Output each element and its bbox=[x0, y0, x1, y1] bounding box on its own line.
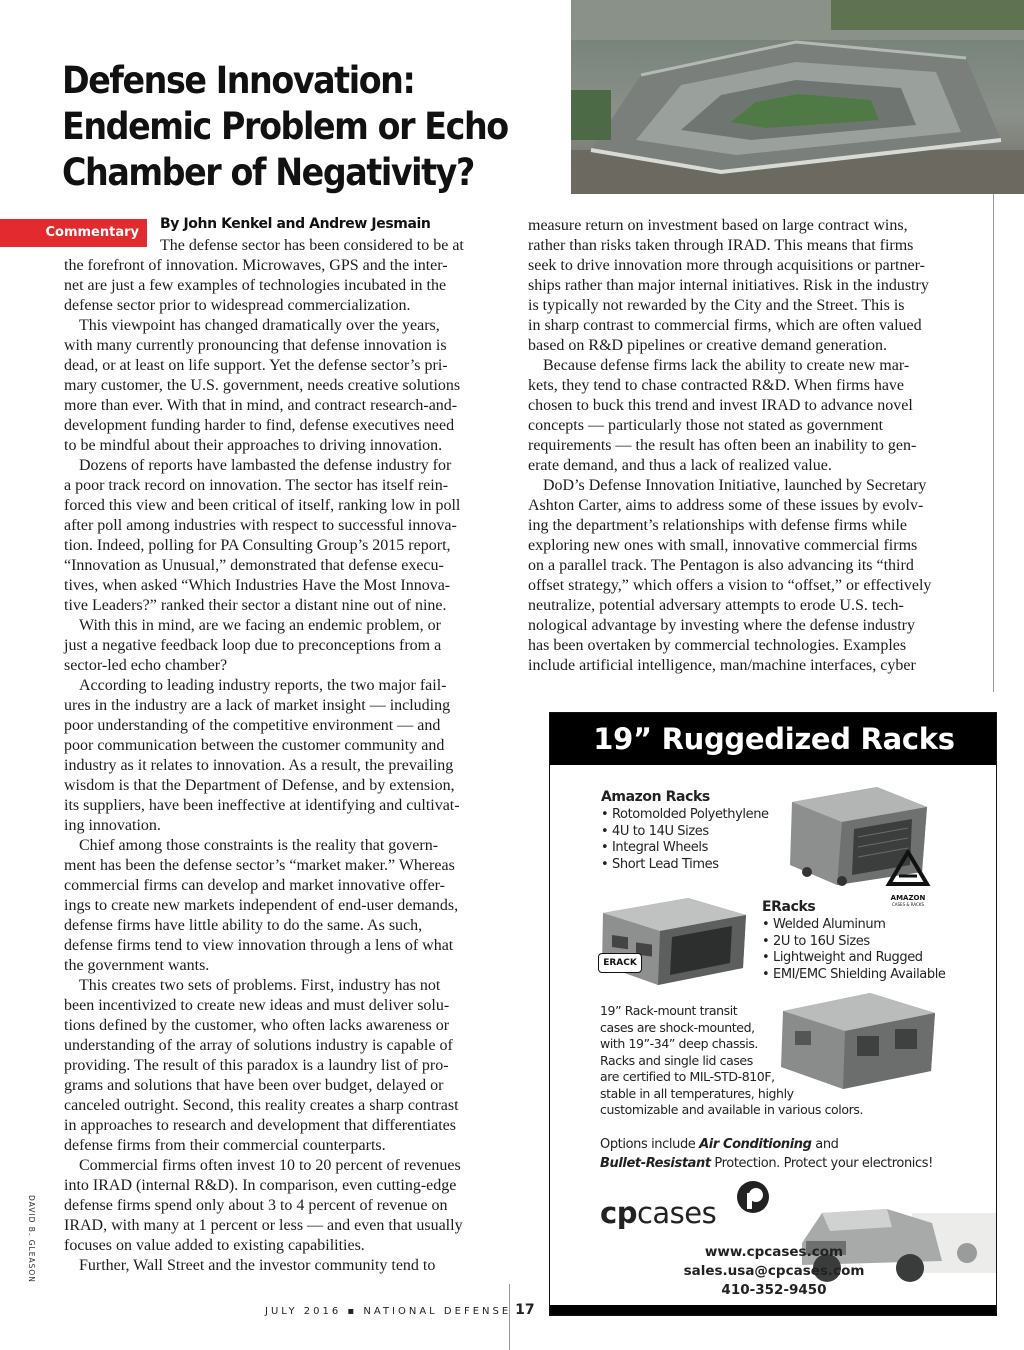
col1-line: Further, Wall Street and the investor community tend to bbox=[79, 1257, 436, 1274]
col1-line: This creates two sets of problems. First, industry has not bbox=[79, 977, 441, 994]
col2-line: ing the department’s relationships with defense firms while bbox=[528, 517, 908, 534]
ad-feature: • Short Lead Times bbox=[601, 856, 719, 872]
col2-line: concepts — particularly those not stated as government bbox=[528, 417, 884, 434]
erack-case-image bbox=[598, 893, 748, 992]
col1-line: with many currently pronouncing that defense innovation is bbox=[64, 337, 447, 354]
col1-line: With this in mind, are we facing an endemic problem, or bbox=[79, 617, 441, 634]
col2-line: Ashton Carter, aims to address some of these issues by evolv- bbox=[528, 497, 924, 514]
ad-feature: • 2U to 16U Sizes bbox=[762, 933, 870, 949]
col1-line: poor understanding of the competitive environment — and bbox=[64, 717, 441, 734]
col1-line: into IRAD (internal R&D). In comparison, even cutting-edge bbox=[64, 1177, 457, 1194]
col1-line: in approaches to research and development that differentiates bbox=[64, 1117, 456, 1134]
section-tag-commentary: Commentary bbox=[0, 219, 147, 247]
col1-line: commercial firms can develop and market innovative offer- bbox=[64, 877, 446, 894]
col2-line: offset strategy,” which offers a vision to “offset,” or effectively bbox=[528, 577, 932, 594]
ad-option-air-conditioning: Air Conditioning bbox=[699, 1137, 812, 1152]
ad-amazon-title: Amazon Racks bbox=[601, 789, 710, 805]
brand-cp: cp bbox=[600, 1196, 637, 1230]
col2-line: ships rather than major internal initiatives. Risk in the industry bbox=[528, 277, 929, 294]
photo-credit: DAVID B. GLEASON bbox=[27, 1195, 36, 1283]
cpcases-brand bbox=[600, 1196, 716, 1230]
col1-line: This viewpoint has changed dramatically over the years, bbox=[79, 317, 440, 334]
col1-line: ment has been the defense sector’s “market maker.” Whereas bbox=[64, 857, 455, 874]
cpcases-logo-mark bbox=[735, 1179, 771, 1219]
col2-line: in sharp contrast to commercial firms, which are often valued bbox=[528, 317, 922, 334]
ad-eracks-features bbox=[762, 917, 946, 983]
col1-line: defense sector prior to widespread commercialization. bbox=[64, 297, 411, 314]
headline-line-2: Endemic Problem or Echo bbox=[62, 105, 508, 148]
ad-transit-line: are certified to MIL-STD-810F, bbox=[600, 1069, 775, 1084]
col1-line: canceled outright. Second, this reality creates a sharp contrast bbox=[64, 1097, 459, 1114]
col1-line: more than ever. With that in mind, and contract research-and- bbox=[64, 397, 458, 414]
col1-line: the government wants. bbox=[64, 957, 210, 974]
col1-line: IRAD, with many at 1 percent or less — and even that usually bbox=[64, 1217, 463, 1234]
col2-line: is typically not rewarded by the City and the Street. This is bbox=[528, 297, 905, 314]
col1-line: defense firms have little ability to do the same. As such, bbox=[64, 917, 423, 934]
col2-line: exploring new ones with small, innovative commercial firms bbox=[528, 537, 918, 554]
ad-title: 19” Ruggedized Racks bbox=[550, 713, 997, 765]
headline-line-3: Chamber of Negativity? bbox=[62, 151, 474, 194]
col2-line: measure return on investment based on large contract wins, bbox=[528, 217, 908, 234]
col1-line: ures in the industry are a lack of market insight — including bbox=[64, 697, 451, 714]
page-number: 17 bbox=[515, 1302, 535, 1318]
ad-amazon-features bbox=[601, 807, 769, 873]
col1-line: development funding harder to find, defense executives need bbox=[64, 417, 455, 434]
col1-line: tion. Indeed, polling for PA Consulting Group’s 2015 report, bbox=[64, 537, 451, 554]
col1-line: defense firms spend only about 3 to 4 percent of revenue on bbox=[64, 1197, 448, 1214]
advertisement-cpcases[interactable] bbox=[549, 712, 997, 1316]
col1-line: focuses on value added to existing capabilities. bbox=[64, 1237, 365, 1254]
col1-line: just a negative feedback loop due to preconceptions from a bbox=[64, 637, 442, 654]
col2-line: has been overtaken by commercial technologies. Examples bbox=[528, 637, 907, 654]
ad-options-prefix: Options include bbox=[600, 1137, 700, 1152]
ad-transit-line: 19” Rack-mount transit bbox=[600, 1003, 738, 1018]
ad-transit-line: with 19”-34” deep chassis. bbox=[600, 1036, 759, 1051]
col1-line: after poll among industries with respect to successful innova- bbox=[64, 517, 457, 534]
col1-line: The defense sector has been considered to be at bbox=[160, 237, 464, 254]
ad-footer-bar bbox=[550, 1305, 997, 1315]
col1-line: mary customer, the U.S. government, needs creative solutions bbox=[64, 377, 461, 394]
byline: By John Kenkel and Andrew Jesmain bbox=[160, 216, 431, 232]
ad-options-rest: Protection. Protect your electronics! bbox=[710, 1156, 933, 1171]
col2-line: requirements — the result has often been an inability to gen- bbox=[528, 437, 917, 454]
col2-line: kets, they tend to chase contracted R&D. When firms have bbox=[528, 377, 905, 394]
ad-phone: 410-352-9450 bbox=[721, 1282, 827, 1298]
col1-line: ings to create new markets independent of end-user demands, bbox=[64, 897, 459, 914]
ad-eracks-title: ERacks bbox=[762, 899, 816, 915]
ad-feature: • Lightweight and Rugged bbox=[762, 950, 923, 965]
brand-cases: cases bbox=[636, 1196, 717, 1230]
col1-line: “Innovation as Unusual,” demonstrated that defense execu- bbox=[64, 557, 444, 574]
ad-feature: • 4U to 14U Sizes bbox=[601, 823, 709, 839]
col1-line: wisdom is that the Department of Defense, and by extension, bbox=[64, 777, 455, 794]
col1-line: been incentivized to create new ideas and must deliver solu- bbox=[64, 997, 450, 1014]
col2-line: DoD’s Defense Innovation Initiative, launched by Secretary bbox=[543, 477, 927, 494]
col2-line: Because defense firms lack the ability to create new mar- bbox=[543, 357, 910, 374]
erack-badge: ERACK bbox=[598, 953, 642, 973]
col1-line: defense firms from their commercial counterparts. bbox=[64, 1137, 386, 1154]
col1-line: Dozens of reports have lambasted the defense industry for bbox=[79, 457, 452, 474]
col1-line: understanding of the array of solutions industry is capable of bbox=[64, 1037, 453, 1054]
col2-line: erate demand, and thus a lack of realized value. bbox=[528, 457, 832, 474]
col1-line: According to leading industry reports, the two major fail- bbox=[79, 677, 447, 694]
ad-feature: • Rotomolded Polyethylene bbox=[601, 807, 769, 822]
headline-line-1: Defense Innovation: bbox=[62, 59, 415, 102]
col1-line: tive Leaders?” ranked their sector a distant nine out of nine. bbox=[64, 597, 447, 614]
column-rule bbox=[993, 194, 994, 692]
col1-line: net are just a few examples of technologies incubated in the bbox=[64, 277, 447, 294]
col1-line: forced this view and been critical of itself, ranking low in poll bbox=[64, 497, 461, 514]
col1-line: dead, or at least on life support. Yet the defense sector’s pri- bbox=[64, 357, 448, 374]
ad-transit-line: Racks and single lid cases bbox=[600, 1052, 753, 1068]
col1-line: tives, when asked “Which Industries Have the Most Innova- bbox=[64, 577, 451, 594]
col1-line: grams and solutions that have been over budget, delayed or bbox=[64, 1077, 444, 1094]
col2-line: chosen to buck this trend and invest IRAD to advance novel bbox=[528, 397, 913, 414]
col1-line: tions defined by the customer, who often lacks awareness or bbox=[64, 1017, 450, 1034]
col1-line: ing innovation. bbox=[64, 817, 161, 834]
col1-line: poor communication between the customer community and bbox=[64, 737, 445, 754]
col1-line: Chief among those constraints is the reality that govern- bbox=[79, 837, 439, 854]
col1-line: sector-led echo chamber? bbox=[64, 657, 228, 674]
ad-transit-line: customizable and available in various colors. bbox=[600, 1102, 864, 1117]
col1-line: to be mindful about their approaches to driving innovation. bbox=[64, 437, 443, 454]
col1-line: its suppliers, have been ineffective at identifying and cultivat- bbox=[64, 797, 460, 814]
amazon-logo-text: AMAZON bbox=[890, 894, 926, 902]
col2-line: include artificial intelligence, man/machine interfaces, cyber bbox=[528, 657, 916, 674]
ad-option-bullet-resistant: Bullet-Resistant bbox=[600, 1156, 711, 1171]
ad-transit-line: cases are shock-mounted, bbox=[600, 1019, 755, 1035]
col1-line: defense firms tend to view innovation through a lens of what bbox=[64, 937, 454, 954]
article-headline bbox=[62, 58, 562, 196]
col1-line: providing. The result of this paradox is a laundry list of pro- bbox=[64, 1057, 449, 1074]
ad-transit-line: stable in all temperatures, highly bbox=[600, 1085, 794, 1101]
ad-feature: • Welded Aluminum bbox=[762, 917, 886, 932]
col1-line: industry as it relates to innovation. As a result, the prevailing bbox=[64, 757, 454, 774]
col1-line: a poor track record on innovation. The sector has itself rein- bbox=[64, 477, 449, 494]
footer-issue: JULY 2016 ▪ NATIONAL DEFENSE bbox=[265, 1306, 512, 1317]
col2-line: based on R&D pipelines or creative demand generation. bbox=[528, 337, 887, 354]
ad-options bbox=[600, 1135, 933, 1173]
ad-feature: • Integral Wheels bbox=[601, 840, 708, 855]
page-footer bbox=[265, 1302, 535, 1318]
col1-line: Commercial firms often invest 10 to 20 percent of revenues bbox=[79, 1157, 461, 1174]
ad-transit-description bbox=[600, 1003, 863, 1119]
humvee-image bbox=[792, 1183, 997, 1297]
ad-website-link[interactable]: www.cpcases.com bbox=[704, 1244, 844, 1260]
pentagon-aerial-photo bbox=[571, 0, 1024, 194]
col2-line: rather than risks taken through IRAD. This means that firms bbox=[528, 237, 914, 254]
col2-line: on a parallel track. The Pentagon is also advancing its “third bbox=[528, 557, 914, 574]
amazon-logo-subtext: CASES & RACKS bbox=[891, 902, 925, 907]
amazon-logo bbox=[885, 850, 931, 907]
ad-email-link[interactable]: sales.usa@cpcases.com bbox=[683, 1263, 865, 1279]
col2-line: neutralize, potential adversary attempts to erode U.S. tech- bbox=[528, 597, 904, 614]
col2-line: nological advantage by investing where the defense industry bbox=[528, 617, 915, 634]
col1-line: the forefront of innovation. Microwaves, GPS and the inter- bbox=[64, 257, 448, 274]
ad-feature: • EMI/EMC Shielding Available bbox=[762, 966, 946, 982]
col2-line: seek to drive innovation more through acquisitions or partner- bbox=[528, 257, 925, 274]
ad-options-and: and bbox=[811, 1137, 839, 1152]
